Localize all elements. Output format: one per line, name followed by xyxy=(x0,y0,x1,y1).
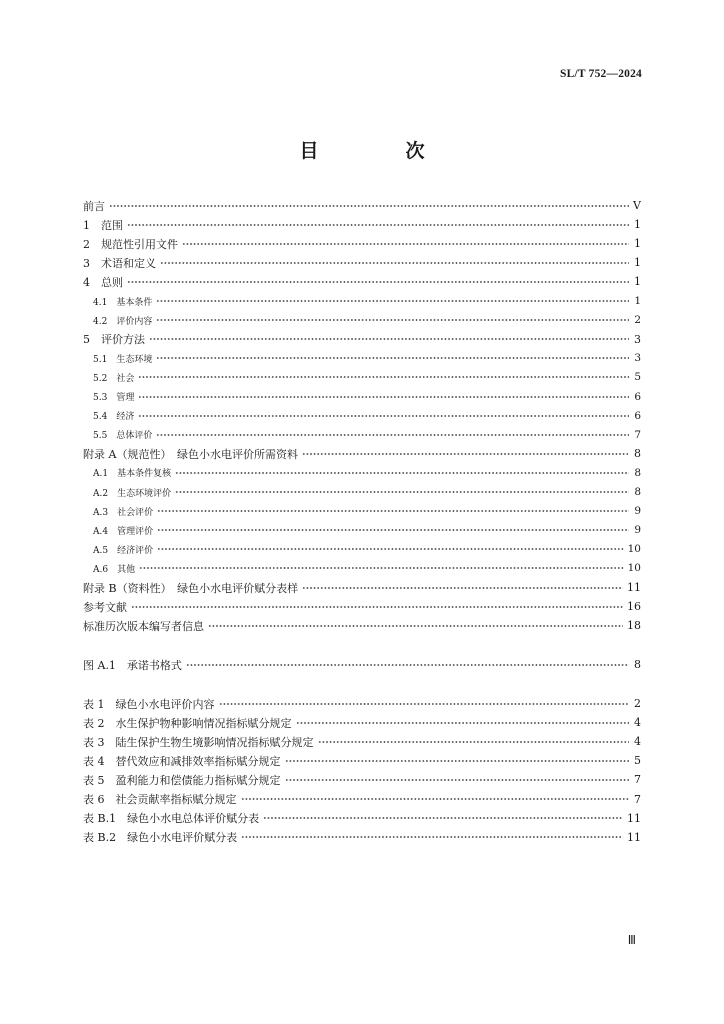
toc-entry[interactable] xyxy=(83,425,641,444)
toc-entry-page: 7 xyxy=(634,428,641,441)
dot-leader xyxy=(157,507,629,516)
toc-entry-label: 5.2 社会 xyxy=(93,373,135,384)
toc-entry-label: 表 B.1 绿色小水电总体评价赋分表 xyxy=(83,812,260,826)
toc-entry-page: 8 xyxy=(634,658,641,671)
toc-entry[interactable] xyxy=(83,597,641,616)
toc-entry-label: 表 5 盈利能力和偿债能力指标赋分规定 xyxy=(83,773,281,787)
toc-entry[interactable] xyxy=(83,770,641,789)
toc-entry[interactable] xyxy=(83,578,641,597)
dot-leader xyxy=(157,526,629,535)
toc-entry-page: 4 xyxy=(634,735,641,749)
toc-entry[interactable] xyxy=(83,215,641,234)
toc-entry-page: 10 xyxy=(627,562,641,575)
toc-entry[interactable] xyxy=(83,330,641,349)
toc-entry-label: A.5 经济评价 xyxy=(93,545,154,556)
dot-leader xyxy=(296,718,630,727)
toc-entry[interactable] xyxy=(83,253,641,272)
dot-leader xyxy=(318,737,630,746)
dot-leader xyxy=(149,335,629,344)
toc-entry-page: 8 xyxy=(634,486,641,498)
toc-entry-page: 11 xyxy=(627,830,641,844)
toc-entry-page: 7 xyxy=(634,773,641,787)
dot-leader xyxy=(302,449,629,458)
toc-entry-page: 3 xyxy=(634,332,641,346)
toc-entry[interactable] xyxy=(83,387,641,406)
toc-entry-page: 1 xyxy=(634,295,641,307)
toc-entry-label: 表 2 水生保护物种影响情况指标赋分规定 xyxy=(83,716,292,730)
toc-entry[interactable] xyxy=(83,809,641,828)
toc-entry-label: 表 B.2 绿色小水电评价赋分表 xyxy=(83,831,238,845)
page-title: 目 次 xyxy=(299,140,459,162)
toc-entry[interactable] xyxy=(83,234,641,253)
toc-entry-label: A.6 其他 xyxy=(93,564,136,575)
dot-leader xyxy=(156,430,629,439)
toc-entry-label: A.4 管理评价 xyxy=(93,526,154,537)
toc-entry-page: 8 xyxy=(634,447,641,461)
toc-entry-label: 3 术语和定义 xyxy=(83,256,156,270)
dot-leader xyxy=(241,795,630,804)
toc-entry-label: 5.5 总体评价 xyxy=(93,431,153,442)
toc-entry-label: 5 评价方法 xyxy=(83,333,145,347)
page-number: Ⅲ xyxy=(627,933,636,947)
dot-leader xyxy=(156,316,629,325)
toc-entry[interactable] xyxy=(83,713,641,732)
toc-entry[interactable] xyxy=(83,368,641,387)
toc-entry[interactable] xyxy=(83,559,641,578)
toc-entry[interactable] xyxy=(83,694,641,713)
toc-entry-page: 9 xyxy=(634,505,641,518)
toc-entry[interactable] xyxy=(83,349,641,368)
toc-entry[interactable] xyxy=(83,196,641,215)
dot-leader xyxy=(156,297,629,306)
toc-entry-page: 9 xyxy=(634,524,641,537)
toc-entry[interactable] xyxy=(83,311,641,330)
dot-leader xyxy=(182,239,629,248)
toc-entry[interactable] xyxy=(83,732,641,751)
toc-entry-label: A.1 基本条件复核 xyxy=(93,469,172,480)
toc-entry-page: 2 xyxy=(634,314,641,327)
toc-entry-label: 4 总则 xyxy=(83,275,123,289)
toc-entry-page: 6 xyxy=(634,390,641,403)
toc-entry-page: 1 xyxy=(634,237,641,251)
toc-entry[interactable] xyxy=(83,502,641,521)
dot-leader xyxy=(285,775,630,784)
toc-entry[interactable] xyxy=(83,616,641,635)
toc-entry-label: 表 1 绿色小水电评价内容 xyxy=(83,697,215,711)
toc-entry-page: 3 xyxy=(634,352,641,365)
toc-entry-page: Ⅴ xyxy=(633,199,641,212)
toc-entry-page: 10 xyxy=(627,543,641,556)
toc-entry-page: 1 xyxy=(634,256,641,270)
toc-entry-label: 附录 B（资料性） 绿色小水电评价赋分表样 xyxy=(83,581,299,595)
toc-entry-label: 图 A.1 承诺书格式 xyxy=(83,658,182,672)
toc-entry[interactable] xyxy=(83,521,641,540)
dot-leader xyxy=(157,545,624,554)
toc-entry-page: 16 xyxy=(627,600,641,614)
toc-entry-page: 5 xyxy=(634,371,641,384)
toc-entry[interactable] xyxy=(83,483,641,502)
dot-leader xyxy=(241,833,623,842)
dot-leader xyxy=(109,201,629,210)
toc-entry-page: 1 xyxy=(634,275,641,289)
dot-leader xyxy=(208,621,623,630)
toc-entry-label: 前言 xyxy=(83,199,105,213)
dot-leader xyxy=(138,373,629,382)
dot-leader xyxy=(263,814,623,823)
dot-leader xyxy=(139,564,624,573)
toc-entry-page: 2 xyxy=(634,697,641,710)
dot-leader xyxy=(127,277,629,286)
toc-entry-page: 18 xyxy=(627,619,641,633)
dot-leader xyxy=(285,756,630,765)
dot-leader xyxy=(138,392,629,401)
toc-entry[interactable] xyxy=(83,790,641,809)
dot-leader xyxy=(175,468,629,477)
toc-entry-page: 1 xyxy=(634,218,641,232)
toc-entry-page: 11 xyxy=(627,811,641,825)
toc-entry-label: 4.2 评价内容 xyxy=(93,316,153,327)
dot-leader xyxy=(138,411,629,420)
toc-entry-page: 11 xyxy=(627,581,641,594)
toc-entry-page: 4 xyxy=(634,716,641,730)
toc-entry[interactable] xyxy=(83,406,641,425)
toc-entry-label: 表 3 陆生保护生物生境影响情况指标赋分规定 xyxy=(83,735,314,749)
dot-leader xyxy=(127,220,629,229)
toc-entry[interactable] xyxy=(83,655,641,674)
toc-entry-label: 4.1 基本条件 xyxy=(93,297,153,308)
toc-entry[interactable] xyxy=(83,751,641,770)
toc-entry-page: 6 xyxy=(634,409,641,422)
toc-entry-label: 5.4 经济 xyxy=(93,412,135,423)
toc-entry[interactable] xyxy=(83,444,641,463)
dot-leader xyxy=(160,258,629,267)
toc-entry-page: 7 xyxy=(634,792,641,806)
toc-entry-label: 参考文献 xyxy=(83,600,127,614)
toc-entry-label: 2 规范性引用文件 xyxy=(83,237,178,251)
dot-leader xyxy=(302,583,623,592)
toc-entry-label: 表 6 社会贡献率指标赋分规定 xyxy=(83,793,237,806)
toc-entry-label: 标准历次版本编写者信息 xyxy=(83,619,204,633)
toc-entry-label: A.2 生态环境评价 xyxy=(93,488,172,499)
dot-leader xyxy=(175,488,629,497)
toc-entry-label: 表 4 替代效应和减排效率指标赋分规定 xyxy=(83,754,281,768)
toc-entry[interactable] xyxy=(83,292,641,311)
toc-entry[interactable] xyxy=(83,463,641,482)
standard-code: SL/T 752—2024 xyxy=(560,68,642,80)
dot-leader xyxy=(131,602,623,611)
toc-entry-label: 5.1 生态环境 xyxy=(93,354,153,365)
dot-leader xyxy=(186,660,629,669)
toc-entry[interactable] xyxy=(83,272,641,291)
dot-leader xyxy=(156,354,629,363)
toc-entry-page: 5 xyxy=(634,754,641,768)
toc-entry-label: A.3 社会评价 xyxy=(93,507,154,518)
toc-entry-label: 附录 A（规范性） 绿色小水电评价所需资料 xyxy=(83,447,298,461)
toc-entry-label: 1 范围 xyxy=(83,218,123,232)
toc-entry[interactable] xyxy=(83,828,641,847)
toc-entry[interactable] xyxy=(83,540,641,559)
toc-entry-label: 5.3 管理 xyxy=(93,393,135,403)
dot-leader xyxy=(219,699,630,708)
toc-entry-page: 8 xyxy=(634,466,641,479)
